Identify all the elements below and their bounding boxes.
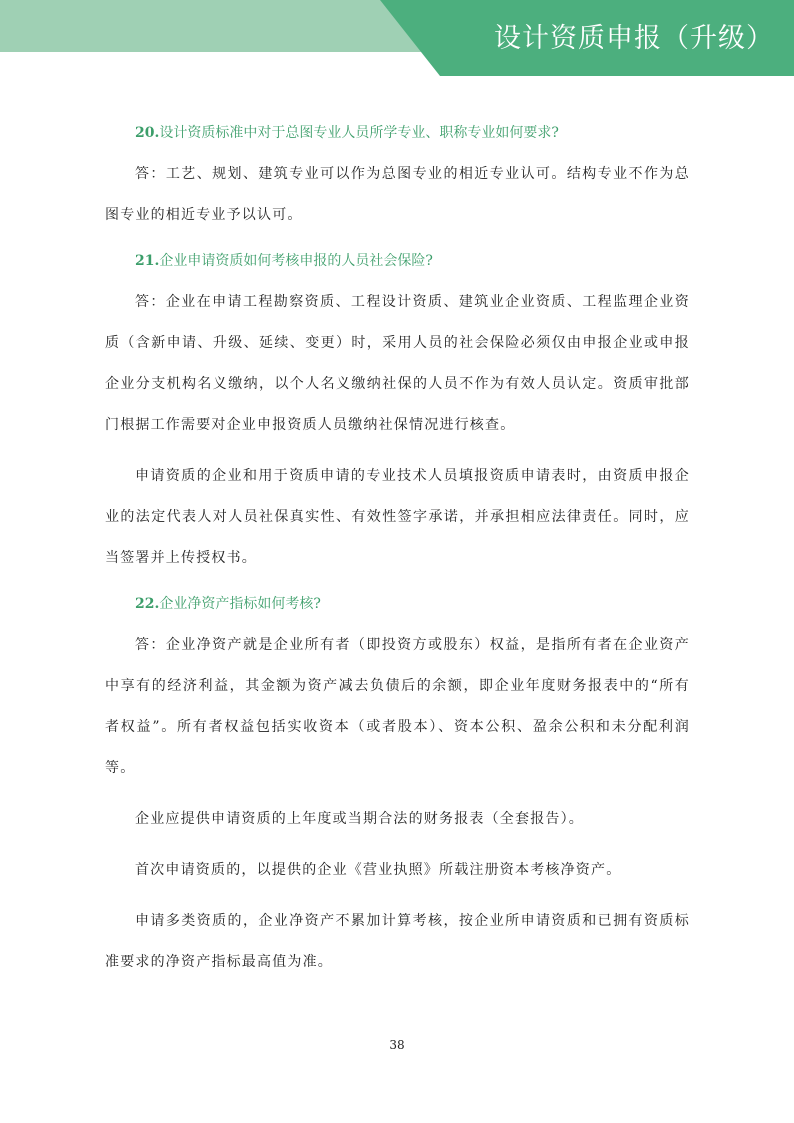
page-number: 38 — [389, 1038, 405, 1052]
answer-paragraph: 申请资质的企业和用于资质申请的专业技术人员填报资质申请表时，由资质申报企业的法定代表人对人员社保真实性、有效性签字承诺，并承担相应法律责任。同时，应当签署并上传授权书。 — [105, 468, 690, 566]
page-header-title: 设计资质申报（升级） — [494, 23, 774, 54]
answer-paragraph: 企业应提供申请资质的上年度或当期合法的财务报表（全套报告）。 — [135, 811, 584, 827]
answer-paragraph: 首次申请资质的，以提供的企业《营业执照》所载注册资本考核净资产。 — [135, 862, 622, 878]
question-text: 企业净资产指标如何考核? — [159, 596, 321, 612]
question-number: 22. — [135, 596, 160, 612]
question-text: 设计资质标准中对于总图专业人员所学专业、职称专业如何要求? — [159, 125, 559, 141]
answer-paragraph: 答：企业净资产就是企业所有者（即投资方或股东）权益，是指所有者在企业资产中享有的经济利益，其金额为资产减去负债后的余额，即企业年度财务报表中的“所有者权益”。所有者权益包括实收资本（或者股本）、资本公积、盈余公积和未分配利润等。 — [105, 637, 690, 776]
question-heading — [105, 118, 690, 148]
question-heading — [105, 589, 690, 619]
document-body — [105, 118, 690, 993]
question-heading — [105, 246, 690, 276]
answer-paragraph: 申请多类资质的，企业净资产不累加计算考核，按企业所申请资质和已拥有资质标准要求的净资产指标最高值为准。 — [105, 913, 690, 970]
answer-paragraph: 答：工艺、规划、建筑专业可以作为总图专业的相近专业认可。结构专业不作为总图专业的相近专业予以认可。 — [105, 166, 690, 223]
answer-paragraph: 答：企业在申请工程勘察资质、工程设计资质、建筑业企业资质、工程监理企业资质（含新申请、升级、延续、变更）时，采用人员的社会保险必须仅由申报企业或申报企业分支机构名义缴纳，以个人名义缴纳社保的人员不作为有效人员认定。资质审批部门根据工作需要对企业申报资质人员缴纳社保情况进行核查。 — [105, 294, 690, 433]
qa-section-22 — [105, 589, 690, 983]
question-number: 21. — [135, 253, 160, 269]
question-number: 20. — [135, 125, 160, 141]
qa-section-20 — [105, 118, 690, 236]
question-text: 企业申请资质如何考核申报的人员社会保险? — [159, 253, 433, 269]
qa-section-21 — [105, 246, 690, 579]
